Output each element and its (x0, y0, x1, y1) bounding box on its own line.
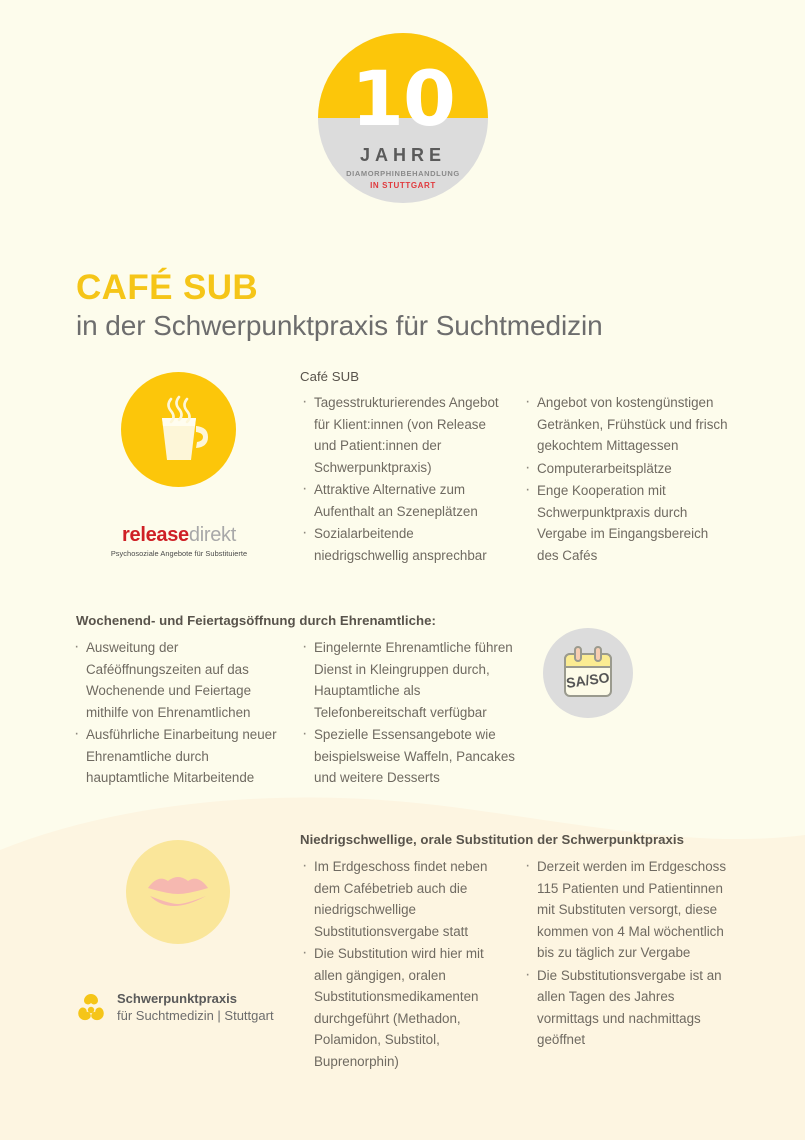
schwerpunktpraxis-line1: Schwerpunktpraxis (117, 990, 237, 1006)
schwerpunktpraxis-line2: für Suchtmedizin | Stuttgart (117, 1007, 274, 1023)
section-2-column-a (72, 637, 290, 790)
list-item: · Spezielle Essensangebote wie beispielsweise Waffeln, Pancakes und weitere Desserts (300, 724, 515, 789)
page-title: CAFÉ SUB (76, 268, 259, 307)
section-3-column-a (300, 856, 508, 1073)
list-item: · Sozialarbeitende niedrigschwellig ansprechbar (300, 523, 508, 566)
page-subtitle: in der Schwerpunktpraxis für Suchtmedizin (76, 310, 603, 341)
list-item: · Ausführliche Einarbeitung neuer Ehrenamtliche durch hauptamtliche Mitarbeitende (72, 724, 290, 789)
section-2-column-b (300, 637, 515, 790)
list-item: · Ausweitung der Caféöffnungszeiten auf das Wochenende und Feiertage mithilfe von Ehrenamtlichen (72, 637, 290, 723)
list-item: · Computerarbeitsplätze (523, 458, 728, 480)
badge-treatment-label: DIAMORPHINBEHANDLUNG (346, 169, 460, 178)
calendar-label: SA/SO (565, 669, 611, 691)
lips-icon (126, 840, 230, 944)
list-item: · Im Erdgeschoss findet neben dem Cafébetrieb auch die niedrigschwellige Substitutionsvergabe statt (300, 856, 508, 942)
list-item: · Angebot von kostengünstigen Getränken, Frühstück und frisch gekochtem Mittagessen (523, 392, 728, 457)
release-word-light: direkt (188, 524, 236, 546)
section-3-column-b (523, 856, 733, 1052)
section-heading-cafe-sub: Café SUB (300, 369, 360, 384)
list-item: · Enge Kooperation mit Schwerpunktpraxis durch Vergabe im Eingangsbereich des Cafés (523, 480, 728, 566)
badge-city-label: IN STUTTGART (370, 181, 436, 190)
list-item: · Eingelernte Ehrenamtliche führen Dienst in Kleingruppen durch, Hauptamtliche als Telefonbereitschaft verfügbar (300, 637, 515, 723)
badge-number: 10 (351, 54, 455, 143)
calendar-icon-circle (543, 628, 633, 718)
lips-icon-circle (126, 840, 230, 944)
release-direkt-logo (97, 524, 261, 558)
list-item: · Die Substitutionsvergabe ist an allen Tagen des Jahres vormittags und nachmittags geöffnet (523, 965, 733, 1051)
section-1-column-a (300, 392, 508, 567)
coffee-cup-icon (121, 372, 236, 487)
list-item: · Derzeit werden im Erdgeschoss 115 Patienten und Patientinnen mit Substituten versorgt, diese kommen von 4 Mal wöchentlich bis zu täglich zur Vergabe (523, 856, 733, 964)
list-item: · Die Substitution wird hier mit allen gängigen, oralen Substitutionsmedikamenten durchgeführt (Methadon, Polamidon, Substitol, Buprenorphin) (300, 943, 508, 1072)
section-heading-substitution: Niedrigschwellige, orale Substitution der Schwerpunktpraxis (300, 832, 685, 847)
section-1-column-b (523, 392, 728, 567)
list-item: · Attraktive Alternative zum Aufenthalt an Szeneplätzen (300, 479, 508, 522)
anniversary-badge (318, 33, 488, 203)
release-tagline: Psychosoziale Angebote für Substituierte (110, 549, 248, 558)
list-item: · Tagesstrukturierendes Angebot für Klient:innen (von Release und Patient:innen der Schwerpunktpraxis) (300, 392, 508, 478)
release-word-bold: release (122, 524, 189, 546)
release-wordmark (97, 524, 261, 546)
coffee-cup-icon-circle (121, 372, 236, 487)
triskelion-icon (72, 988, 110, 1026)
badge-jahre-label: JAHRE (359, 145, 446, 165)
section-heading-wochenend: Wochenend- und Feiertagsöffnung durch Ehrenamtliche: (76, 613, 436, 628)
badge-circle (318, 33, 488, 203)
schwerpunktpraxis-logo (72, 988, 302, 1026)
calendar-icon (543, 628, 633, 718)
